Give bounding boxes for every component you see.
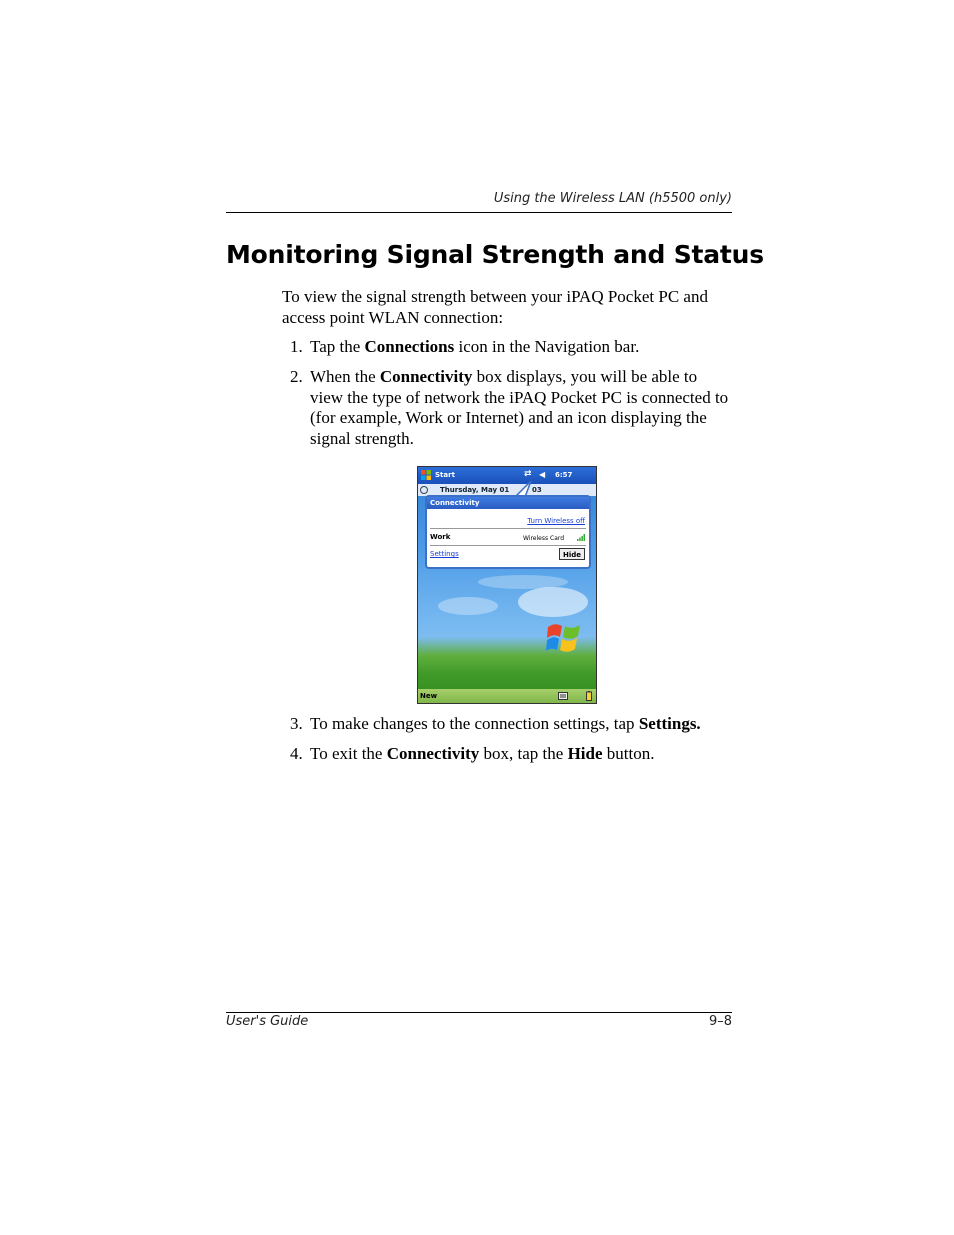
battery-icon (586, 691, 592, 701)
windows-xp-logo (546, 621, 582, 655)
connectivity-term: Connectivity (386, 744, 480, 763)
header-rule (226, 212, 732, 213)
connectivity-term: Connectivity (379, 367, 473, 386)
cloud (518, 587, 588, 617)
new-menu-label[interactable]: New (420, 692, 438, 700)
clock-time[interactable]: 6:57 (555, 471, 573, 479)
divider (430, 528, 586, 529)
settings-link[interactable]: Settings (430, 550, 459, 558)
pocket-pc-screenshot (417, 466, 597, 704)
step-2: 2. When the Connectivity box displays, you will be able to view the type of network the iPAQ Pocket PC is connected to (for example, Work or Internet) and an icon displaying the signal strength. (290, 367, 729, 448)
navigation-bar (418, 467, 596, 484)
hide-term: Hide (567, 744, 603, 763)
settings-term: Settings. (638, 714, 701, 733)
connections-term: Connections (364, 337, 455, 356)
page-number: 9–8 (708, 1014, 732, 1029)
step-number: 2. (290, 367, 303, 386)
cloud (438, 597, 498, 615)
speaker-icon[interactable]: ◀ (539, 470, 546, 479)
hide-button[interactable]: Hide (559, 548, 585, 560)
step-number: 1. (290, 337, 303, 356)
today-date: Thursday, May 01 (440, 486, 510, 494)
today-date-year: 03 (532, 486, 542, 494)
footer-guide-title: User's Guide (226, 1014, 309, 1029)
running-header: Using the Wireless LAN (h5500 only) (493, 191, 732, 206)
wireless-card-label: Wireless Card (523, 535, 565, 542)
step-4: 4. To exit the Connectivity box, tap the Hide button. (290, 744, 655, 763)
windows-flag-icon[interactable] (421, 470, 431, 480)
section-title: Monitoring Signal Strength and Status (226, 240, 764, 269)
keyboard-icon[interactable] (558, 692, 568, 700)
connectivity-popup (425, 495, 591, 569)
footer-rule (226, 1012, 732, 1013)
divider (430, 545, 586, 546)
start-menu-label[interactable]: Start (435, 471, 455, 479)
cloud (478, 575, 568, 589)
intro-paragraph: To view the signal strength between your iPAQ Pocket PC and access point WLAN connection: (282, 287, 708, 327)
step-number: 3. (290, 714, 303, 733)
clock-icon (420, 486, 428, 494)
popup-title: Connectivity (427, 497, 589, 509)
signal-strength-icon (577, 534, 585, 541)
connections-icon[interactable]: ⇄ (524, 469, 532, 479)
network-type: Work (430, 533, 451, 541)
step-3: 3. To make changes to the connection settings, tap Settings. (290, 714, 701, 733)
turn-wireless-off-link[interactable]: Turn Wireless off (527, 517, 585, 525)
step-1: 1. Tap the Connections icon in the Navigation bar. (290, 337, 640, 356)
step-number: 4. (290, 744, 303, 763)
command-bar (418, 689, 596, 703)
